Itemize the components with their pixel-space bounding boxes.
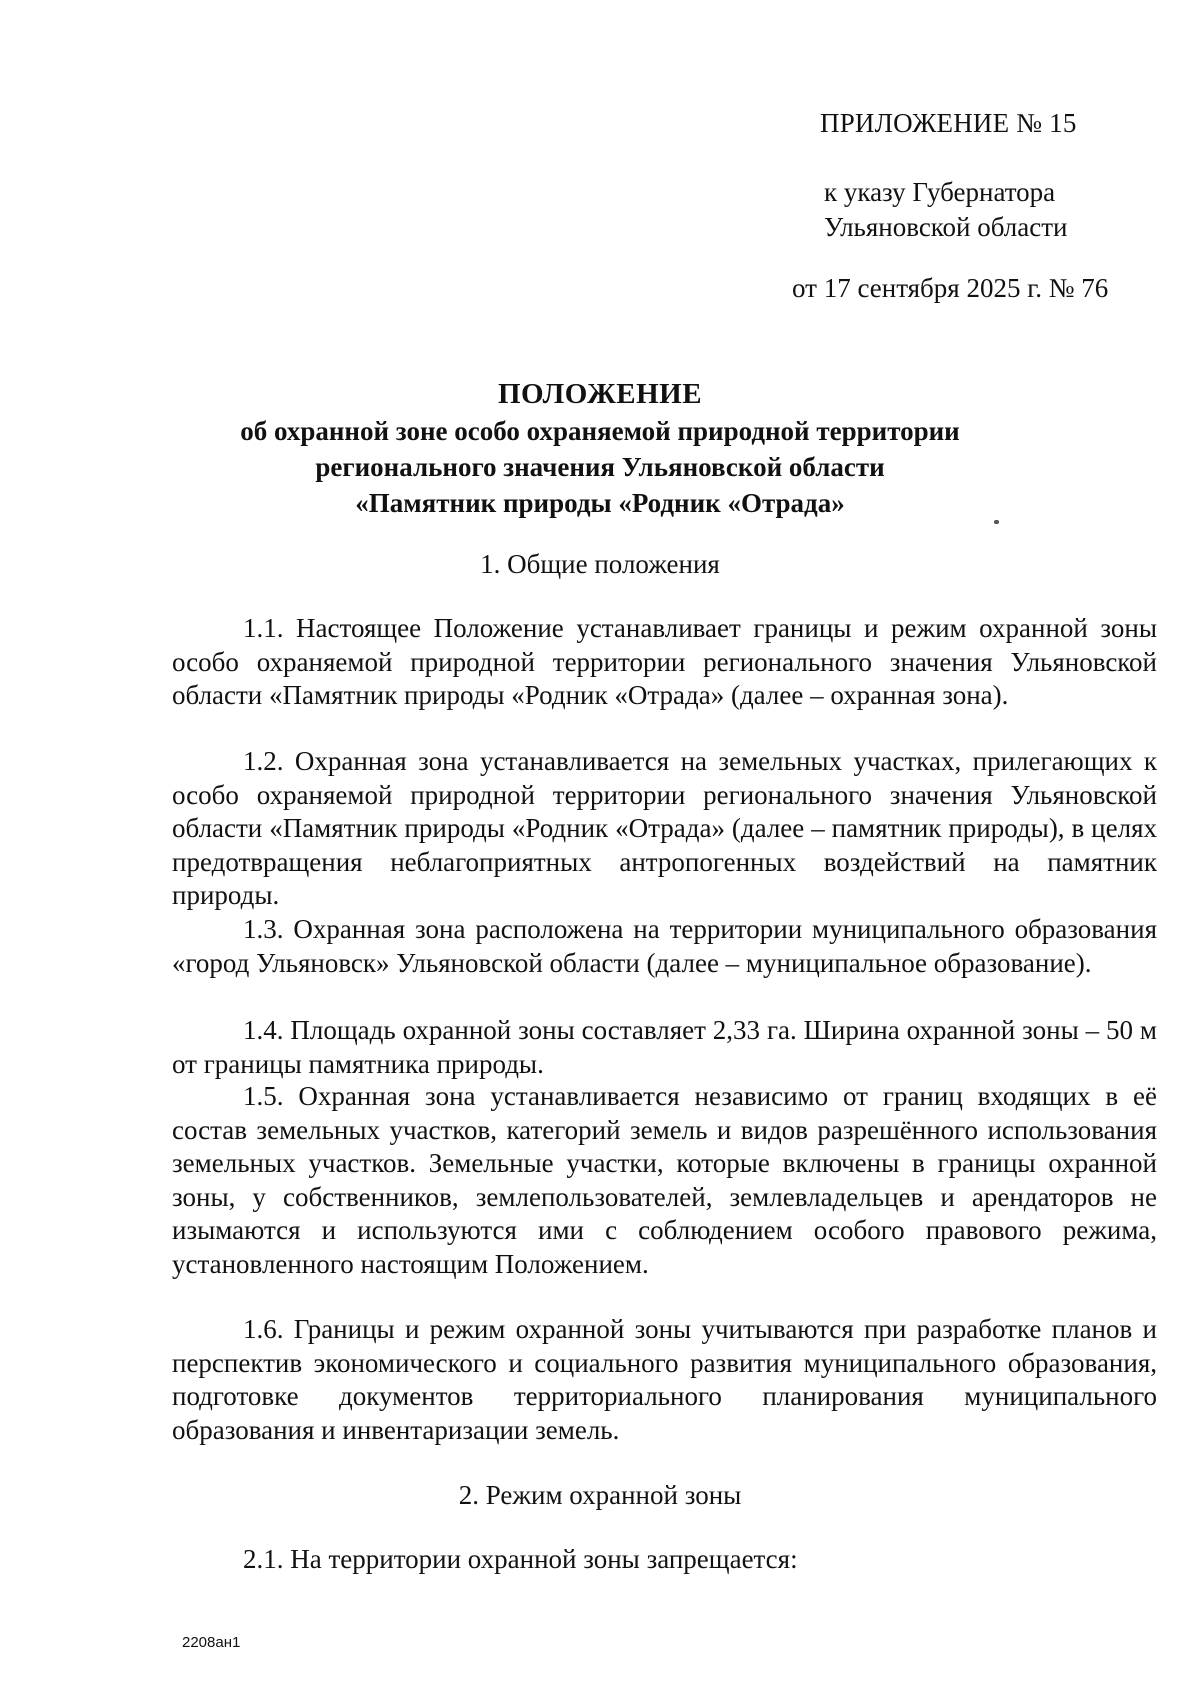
document-subtitle-line: об охранной зоне особо охраняемой природной территории [240, 416, 960, 446]
paragraph: 1.4. Площадь охранной зоны составляет 2,33 га. Ширина охранной зоны – 50 м от границы памятника природы. [172, 1015, 1157, 1079]
section-heading: 1. Общие положения [480, 549, 720, 579]
footer-document-code: 2208ан1 [182, 1634, 241, 1651]
paragraph: 1.6. Границы и режим охранной зоны учитываются при разработке планов и перспектив экономического и социального развития муниципального образования, подготовке документов территориального планирования муниципального образования и инвентаризации земель. [172, 1314, 1157, 1445]
paragraph: 1.2. Охранная зона устанавливается на земельных участках, прилегающих к особо охраняемой природной территории регионального значения Ульяновской области «Памятник природы «Родник «Отрада» (далее – памятник природы), в целях предотвращения неблагоприятных антропогенных воздействий на памятник природы. [172, 746, 1157, 910]
appendix-decree-line: к указу Губернатора [824, 177, 1056, 207]
document-title: ПОЛОЖЕНИЕ [497, 378, 703, 410]
document-subtitle-line: «Памятник природы «Родник «Отрада» [355, 488, 845, 518]
scan-speck [994, 520, 999, 524]
paragraph: 2.1. На территории охранной зоны запрещается: [243, 1544, 798, 1574]
section-heading: 2. Режим охранной зоны [458, 1480, 742, 1510]
paragraph: 1.5. Охранная зона устанавливается независимо от границ входящих в её состав земельных участков, категорий земель и видов разрешённого использования земельных участков. Земельные участки, которые включены в границы охранной зоны, у собственников, землепользователей, землевладельцев и арендаторов не изымаются и используются ими с соблюдением особого правового режима, установленного настоящим Положением. [172, 1081, 1157, 1279]
paragraph: 1.1. Настоящее Положение устанавливает границы и режим охранной зоны особо охраняемой природной территории регионального значения Ульяновской области «Памятник природы «Родник «Отрада» (далее – охранная зона). [172, 613, 1157, 710]
appendix-title: ПРИЛОЖЕНИЕ № 15 [820, 108, 1077, 138]
appendix-date-number: от 17 сентября 2025 г. № 76 [792, 273, 1109, 303]
document-subtitle-line: регионального значения Ульяновской области [315, 452, 885, 482]
paragraph: 1.3. Охранная зона расположена на территории муниципального образования «город Ульяновск» Ульяновской области (далее – муниципальное образование). [172, 914, 1157, 978]
appendix-region-line: Ульяновской области [824, 212, 1068, 242]
